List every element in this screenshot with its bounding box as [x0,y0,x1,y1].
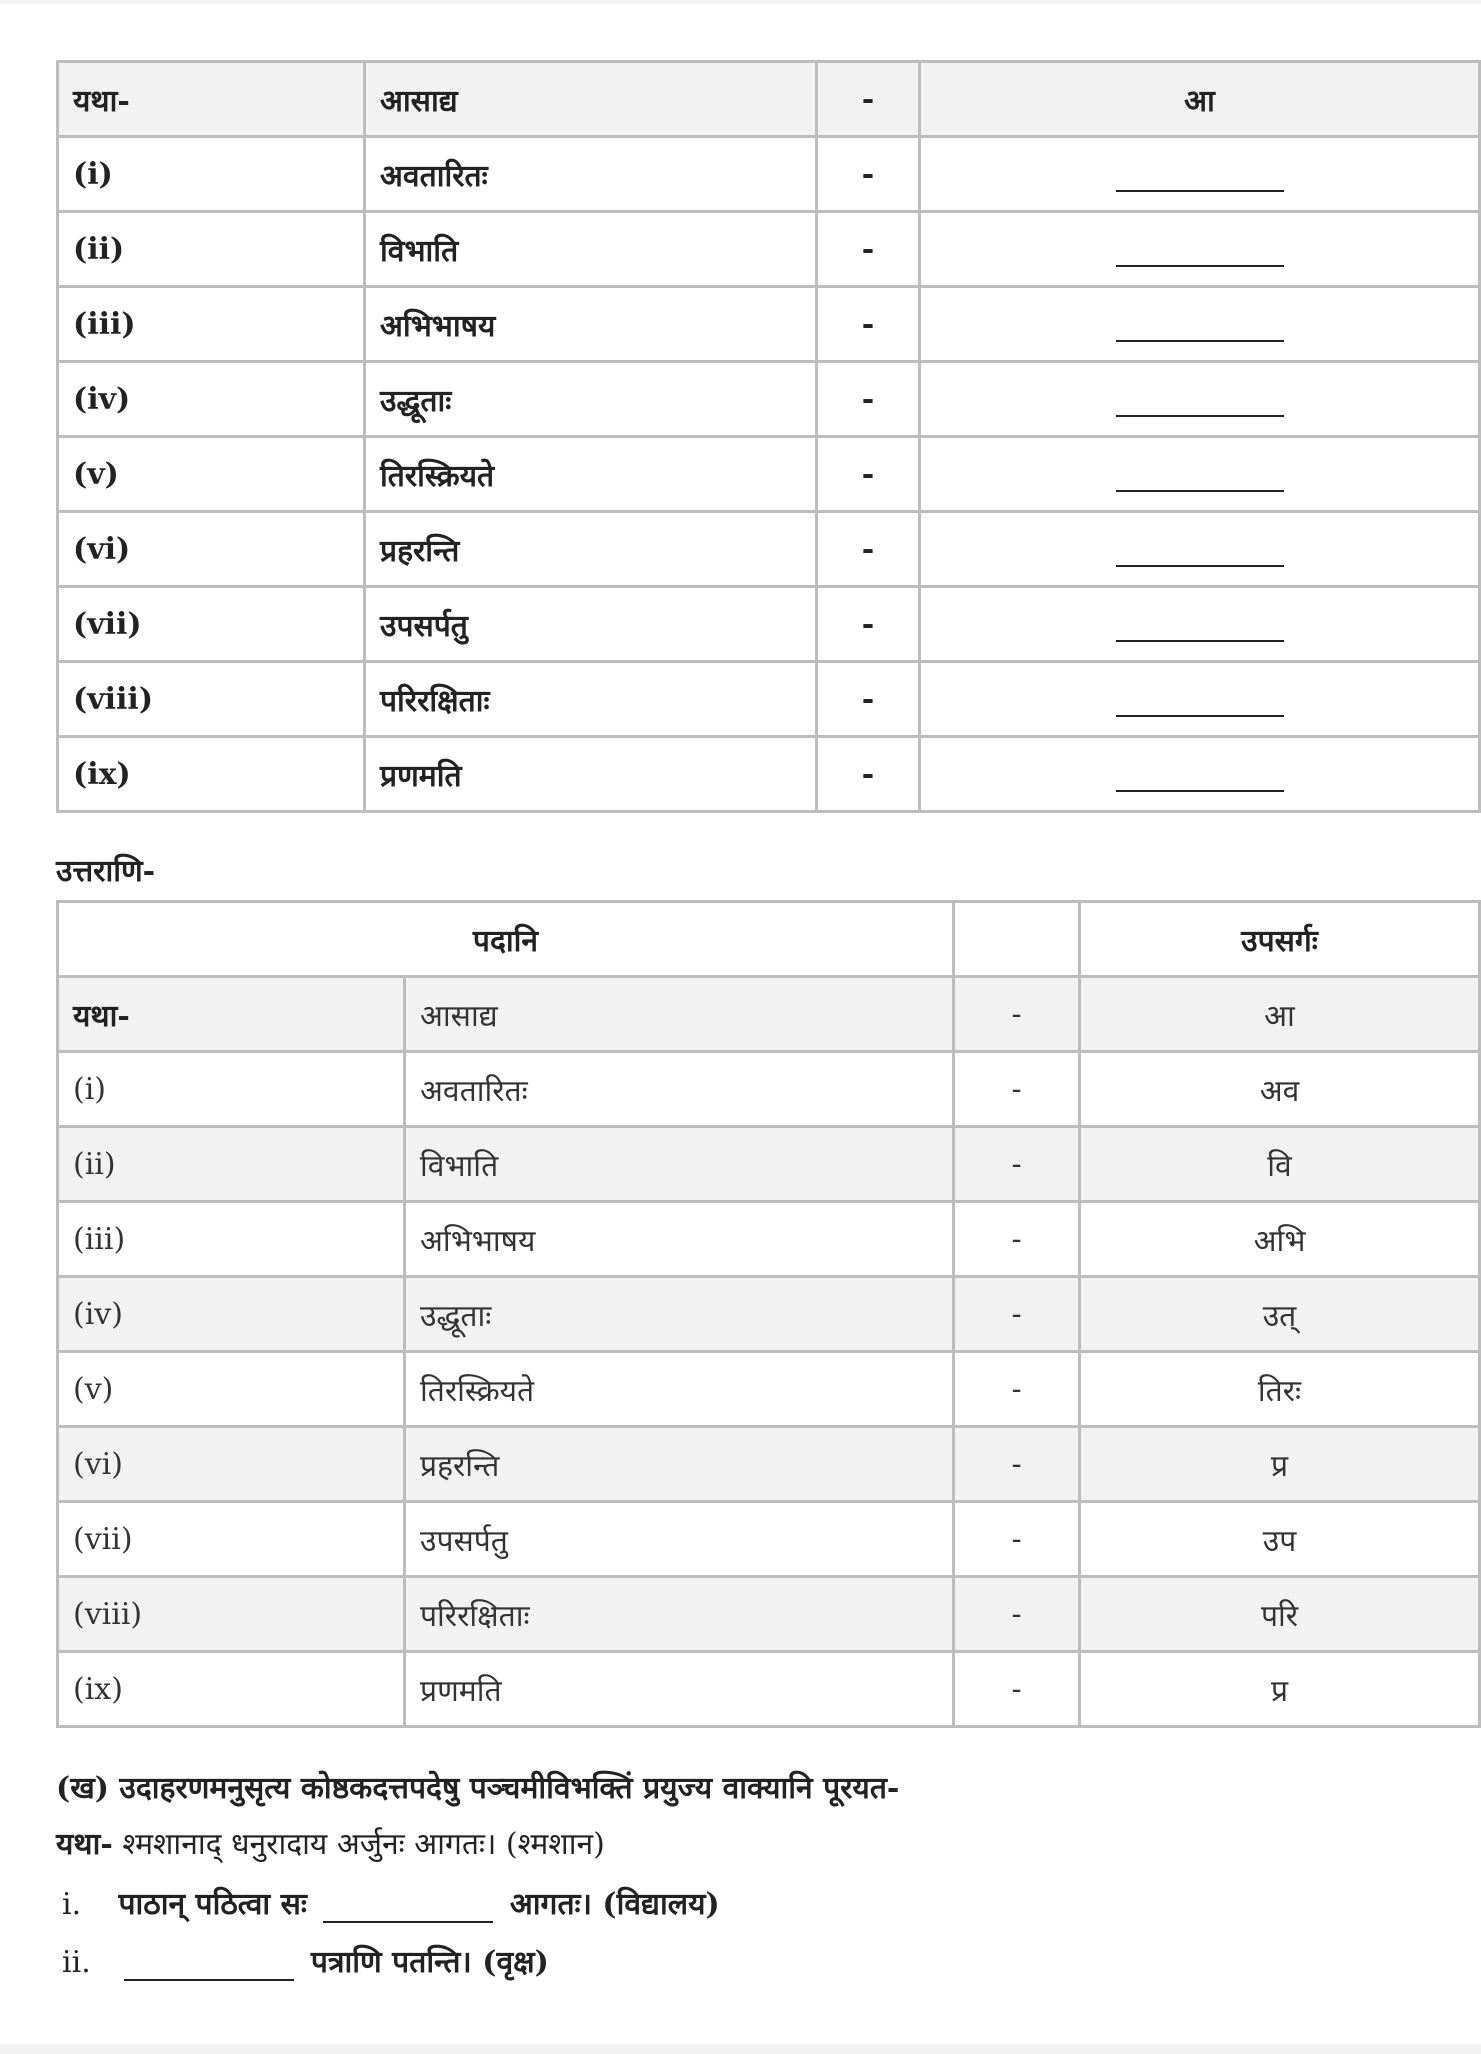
dash-cell: - [954,1202,1080,1277]
answer-blank [1116,762,1284,792]
item-text-after: पत्राणि पतन्ति। (वृक्ष) [310,1945,549,1980]
word-cell: परिरक्षिताः [405,1577,954,1652]
row-label: (ix) [58,737,365,812]
dash-cell: - [954,1052,1080,1127]
table-row [58,62,1480,137]
dash-cell: - [954,1127,1080,1202]
row-label: (ii) [58,1127,405,1202]
dash-cell: - [817,212,920,287]
dash-cell: - [817,62,920,137]
empty-header-cell [954,902,1080,977]
answer-blank-cell [920,287,1480,362]
prefix-cell: प्र [1080,1427,1480,1502]
row-label: (viii) [58,662,365,737]
prefix-header: उपसर्गः [1080,902,1480,977]
example-line [56,1822,605,1863]
table-row [58,1277,1480,1352]
item-text-before: पाठान् पठित्वा सः [118,1887,307,1922]
item-number: ii. [62,1945,91,1980]
answer-blank [1116,687,1284,717]
fill-blank [323,1893,493,1923]
word-cell: अभिभाषय [405,1202,954,1277]
row-label: (i) [58,137,365,212]
question-kha-heading: (ख) उदाहरणमनुसृत्य कोष्ठकदत्तपदेषु पञ्चमीविभक्तिं प्रयुज्य वाक्यानि पूरयत- [56,1771,900,1806]
document-page [0,4,1481,2044]
answer-blank-cell [920,212,1480,287]
table-row [58,1202,1480,1277]
dash-cell: - [954,1427,1080,1502]
word-cell: प्रहरन्ति [365,512,817,587]
word-cell: आसाद्य [405,977,954,1052]
word-cell: प्रणमति [365,737,817,812]
prefix-cell: तिरः [1080,1352,1480,1427]
word-cell: अभिभाषय [365,287,817,362]
table-row [58,212,1480,287]
prefix-cell: उप [1080,1502,1480,1577]
dash-cell: - [817,287,920,362]
dash-cell: - [817,737,920,812]
answer-blank-cell [920,662,1480,737]
example-lead: यथा- [56,1827,113,1862]
question-item [62,1882,720,1923]
table-row [58,662,1480,737]
fill-blank [124,1951,294,1981]
dash-cell: - [954,1577,1080,1652]
dash-cell: - [817,362,920,437]
word-cell: विभाति [405,1127,954,1202]
word-cell: तिरस्क्रियते [365,437,817,512]
row-label: (iii) [58,1202,405,1277]
table-row [58,137,1480,212]
answer-blank [1116,312,1284,342]
prefix-cell: अव [1080,1052,1480,1127]
dash-cell: - [817,437,920,512]
dash-cell: - [817,662,920,737]
table-row [58,287,1480,362]
table-row [58,1127,1480,1202]
answers-label: उत्तराणि- [56,854,156,889]
dash-cell: - [817,137,920,212]
answer-cell: आ [920,62,1480,137]
dash-cell: - [954,1277,1080,1352]
row-label: (i) [58,1052,405,1127]
row-label: (iv) [58,362,365,437]
table-row [58,512,1480,587]
row-label: (vi) [58,512,365,587]
answer-blank-cell [920,437,1480,512]
table-row [58,1652,1480,1727]
table-row [58,1577,1480,1652]
dash-cell: - [954,1352,1080,1427]
table-header-row [58,902,1480,977]
dash-cell: - [954,977,1080,1052]
dash-cell: - [817,587,920,662]
table-row [58,437,1480,512]
answers-table [56,900,1481,1728]
word-cell: प्रहरन्ति [405,1427,954,1502]
answer-blank [1116,162,1284,192]
answer-blank-cell [920,587,1480,662]
answer-blank-cell [920,737,1480,812]
words-header: पदानि [58,902,954,977]
item-number: i. [62,1887,82,1922]
answer-blank [1116,237,1284,267]
table-row [58,1502,1480,1577]
row-label: (viii) [58,1577,405,1652]
prefix-cell: प्र [1080,1652,1480,1727]
answer-blank [1116,462,1284,492]
word-cell: परिरक्षिताः [365,662,817,737]
dash-cell: - [817,512,920,587]
table-row [58,977,1480,1052]
prefix-cell: आ [1080,977,1480,1052]
row-label: (v) [58,437,365,512]
table-row [58,362,1480,437]
word-cell: आसाद्य [365,62,817,137]
answer-blank [1116,387,1284,417]
table-row [58,1427,1480,1502]
row-label: यथा- [58,62,365,137]
word-cell: उपसर्पतु [365,587,817,662]
prefix-cell: परि [1080,1577,1480,1652]
word-cell: अवतारितः [365,137,817,212]
prefix-cell: वि [1080,1127,1480,1202]
row-label: (vi) [58,1427,405,1502]
table-row [58,1052,1480,1127]
row-label: (v) [58,1352,405,1427]
word-cell: तिरस्क्रियते [405,1352,954,1427]
example-text: श्मशानाद् धनुरादाय अर्जुनः आगतः। (श्मशान) [112,1827,605,1862]
row-label: (ix) [58,1652,405,1727]
exercise-table [56,60,1481,813]
table-row [58,737,1480,812]
word-cell: प्रणमति [405,1652,954,1727]
dash-cell: - [954,1652,1080,1727]
word-cell: उद्धूताः [405,1277,954,1352]
word-cell: उपसर्पतु [405,1502,954,1577]
word-cell: उद्धूताः [365,362,817,437]
table-row [58,1352,1480,1427]
dash-cell: - [954,1502,1080,1577]
prefix-cell: अभि [1080,1202,1480,1277]
row-label: (iv) [58,1277,405,1352]
answer-blank-cell [920,137,1480,212]
row-label: (vii) [58,1502,405,1577]
row-label: (iii) [58,287,365,362]
row-label: (vii) [58,587,365,662]
word-cell: अवतारितः [405,1052,954,1127]
table-row [58,587,1480,662]
item-text-after: आगतः। (विद्यालय) [509,1887,720,1922]
question-item [62,1940,549,1981]
answer-blank [1116,537,1284,567]
answer-blank-cell [920,512,1480,587]
row-label: (ii) [58,212,365,287]
word-cell: विभाति [365,212,817,287]
row-label: यथा- [58,977,405,1052]
answer-blank [1116,612,1284,642]
prefix-cell: उत् [1080,1277,1480,1352]
answer-blank-cell [920,362,1480,437]
